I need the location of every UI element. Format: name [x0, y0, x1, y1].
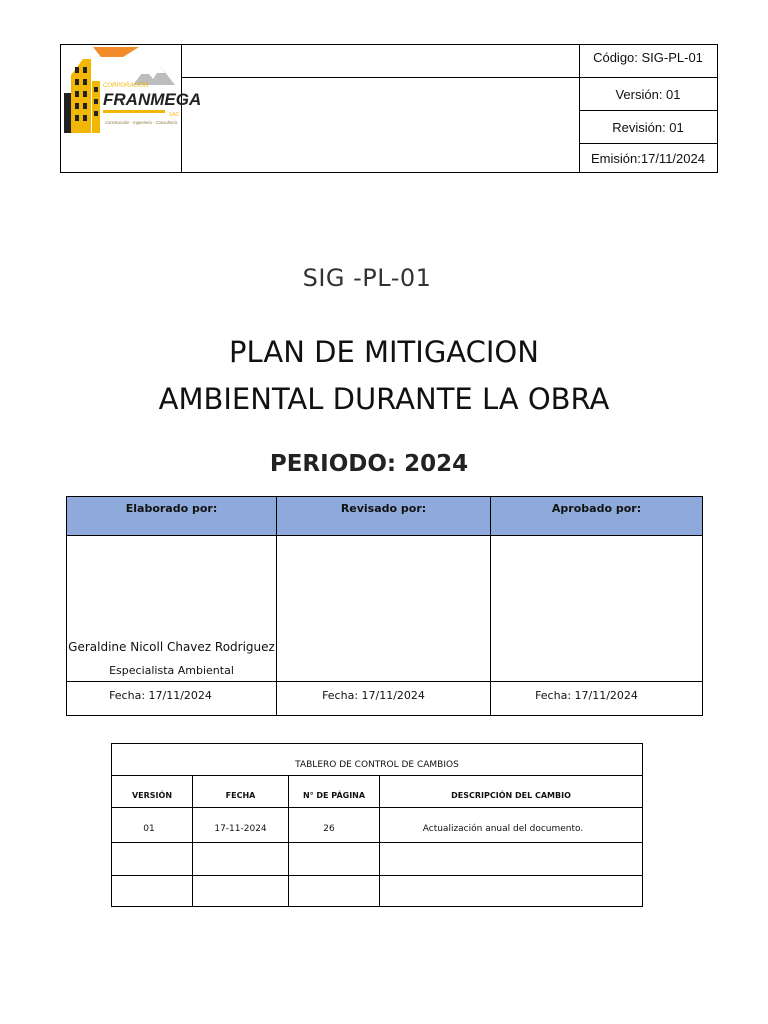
document-code-text: SIG -PL-01: [302, 264, 432, 292]
emision-field: Emisión:17/11/2024: [591, 151, 705, 166]
title-line-2: AMBIENTAL DURANTE LA OBRA: [158, 382, 610, 416]
revisado-date: Fecha: 17/11/2024: [322, 689, 425, 702]
document-header: [60, 44, 718, 173]
col-header-descripcion: DESCRIPCIÓN DEL CAMBIO: [451, 791, 571, 800]
period-heading: PERIODO: 2024: [269, 451, 469, 477]
change-log-table: [111, 743, 643, 907]
logo-top-text: CORPORACIÓN: [103, 83, 149, 89]
codigo-field: Código: SIG-PL-01: [579, 45, 717, 78]
logo-suffix-text: SAC: [169, 112, 180, 118]
aprobado-date: Fecha: 17/11/2024: [535, 689, 638, 702]
row-1-fecha: 17-11-2024: [214, 824, 267, 834]
elaborado-header: Elaborado por:: [125, 502, 218, 515]
logo-cell: [61, 45, 202, 172]
aprobado-header: Aprobado por:: [551, 502, 642, 515]
logo-brand-text: FRANMEGA: [103, 90, 202, 109]
col-header-pagina: N° DE PÁGINA: [302, 791, 366, 800]
col-header-version: VERSIÓN: [131, 791, 173, 800]
elaborado-name: Geraldine Nicoll Chavez Rodriguez: [68, 640, 275, 654]
version-field: Versión: 01: [579, 78, 717, 111]
title-line-1: PLAN DE MITIGACION: [229, 335, 539, 369]
approval-table: [66, 496, 703, 716]
elaborado-role: Especialista Ambiental: [109, 664, 234, 677]
document-code-heading: [0, 264, 768, 292]
header-meta: [579, 45, 717, 172]
elaborado-date: Fecha: 17/11/2024: [109, 689, 212, 702]
col-header-fecha: FECHA: [225, 791, 256, 800]
header-blank-cell: [181, 45, 580, 172]
logo-roof-shape: [93, 47, 139, 57]
row-1-pagina: 26: [323, 824, 335, 834]
row-1-descripcion: Actualización anual del documento.: [422, 824, 584, 834]
revisado-header: Revisado por:: [340, 502, 427, 515]
franmega-logo: [61, 45, 202, 172]
revision-field: Revisión: 01: [579, 111, 717, 144]
change-log-title: TABLERO DE CONTROL DE CAMBIOS: [295, 760, 459, 770]
logo-building-shape: [64, 93, 71, 133]
row-1-version: 01: [143, 824, 155, 834]
logo-tagline-text: Construcción · Ingeniería · Consultoría: [105, 120, 177, 125]
